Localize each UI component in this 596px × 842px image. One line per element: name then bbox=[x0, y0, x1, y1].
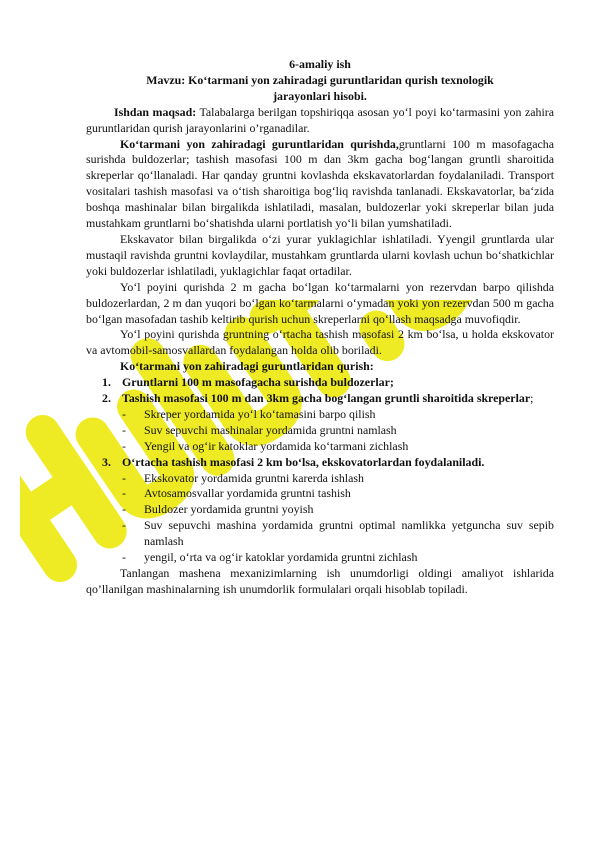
goal-text: Talabalarga berilgan topshiriqqa asosan yo‘l poyi ko‘tarmasini yon zahira guruntlaridan qurish jarayonlarini o’rganadilar. bbox=[86, 104, 554, 135]
list-item-3-text: O‘rtacha tashish masofasi 2 km bo‘lsa, ekskovatorlardan foydalaniladi. bbox=[122, 454, 485, 469]
sub-list-3-item-text: Buldozer yordamida gruntni yoyish bbox=[144, 502, 314, 517]
dash-marker: - bbox=[122, 438, 126, 453]
sub-list-3-item-text: Avtosamosvallar yordamida gruntni tashish bbox=[144, 486, 351, 501]
dash-marker: - bbox=[122, 518, 126, 533]
sub-list-2-item bbox=[86, 407, 554, 423]
list-item-3 bbox=[86, 455, 554, 471]
paragraph-2: Ekskavator bilan birgalikda o‘zi yurar yuklagichlar ishlatiladi. Yyengil gruntlarda ular mustaqil ravishda gruntni kovlaydilar, mustahkam gruntlarda ularni kovlash uchun bo‘shatkichlar yoki buldozerlar ishlatiladi, yuklagichlar faqat ortadilar. bbox=[86, 231, 554, 278]
document-body bbox=[86, 57, 554, 598]
sub-list-3-item bbox=[86, 518, 554, 550]
sub-list-2-item-text: Skreper yordamida yo‘l ko‘tamasini barpo qilish bbox=[144, 406, 376, 421]
sub-list-3 bbox=[86, 471, 554, 566]
doc-title: 6-amaliy ish bbox=[289, 57, 351, 71]
sub-list-3-item bbox=[86, 471, 554, 487]
paragraph-1-lead: Ko‘tarmani yon zahiradagi guruntlaridan qurishda, bbox=[120, 136, 399, 151]
sub-list-2-item bbox=[86, 439, 554, 455]
list-item-2-tail: ; bbox=[530, 391, 534, 406]
sub-list-3-item-text: yengil, o‘rta va og‘ir katoklar yordamida gruntni zichlash bbox=[144, 550, 418, 565]
paragraph-3: Yo‘l poyini qurishda 2 m gacha bo‘lgan ko‘tarmalarni yon rezervdan barpo qilishda buldozerlardan, 2 m dan yuqori bo‘lgan ko‘tarmalarni o‘ymadan yoki yon rezervdan 500 m gacha bo‘lgan masofadan tashib keltirib qurish uchun skreperlarni qo‘llash maqsadga muvofiqdir. bbox=[86, 279, 554, 326]
dash-marker: - bbox=[122, 406, 126, 421]
list-heading: Ko‘tarmani yon zahiradagi guruntlaridan qurish: bbox=[120, 359, 374, 374]
doc-topic: Mavzu: Ko‘tarmani yon zahiradagi guruntlaridan qurish texnologik jarayonlari hisobi. bbox=[146, 72, 494, 103]
sub-list-3-item bbox=[86, 486, 554, 502]
goal-label: Ishdan maqsad: bbox=[114, 104, 197, 119]
list-item-1-text: Gruntlarni 100 m masofagacha surishda buldozerlar; bbox=[122, 375, 394, 390]
paragraph-4: Yo‘l poyini qurishda gruntning o‘rtacha tashish masofasi 2 km bo‘lsa, u holda ekskovator va avtomobil-samosvallardan foydalangan holda olib boriladi. bbox=[86, 327, 554, 358]
list-item-2-number: 2. bbox=[102, 391, 111, 406]
dash-marker: - bbox=[122, 502, 126, 517]
dash-marker: - bbox=[122, 422, 126, 437]
dash-marker: - bbox=[122, 486, 126, 501]
dash-marker: - bbox=[122, 550, 126, 565]
numbered-list bbox=[86, 375, 554, 407]
numbered-list-cont bbox=[86, 455, 554, 471]
list-item-1-number: 1. bbox=[102, 375, 111, 390]
sub-list-2 bbox=[86, 407, 554, 455]
list-item-2-text: Tashish masofasi 100 m dan 3km gacha bog‘langan gruntli sharoitida skreperlar bbox=[122, 391, 531, 406]
paragraph-1-text: gruntlarni 100 m masofagacha surishda buldozerlar; tashish masofasi 100 m dan 3km gacha bog‘langan gruntli sharoitida skreperlar qo‘llanaladi. Har qanday gruntni kovlashda ekskavatorlardan foydalaniladi. Transport vositalari tashish masofasi va o‘tish sharoitiga bog‘liq ravishda tanlanadi. Ekskavatorlar, ba‘zida boshqa mashinalar bilan birgalikda ishlatiladi, masalan, buldozerlar yoki skreperlar bilan juda mustahkam gruntlarni bo‘shatishda ularni portlatish yo‘li bilan yumshatiladi. bbox=[86, 136, 554, 231]
sub-list-3-item-text: Suv sepuvchi mashina yordamida gruntni optimal namlikka yetguncha suv sepib namlash bbox=[144, 518, 554, 549]
goal-paragraph bbox=[86, 105, 554, 137]
paragraph-1 bbox=[86, 137, 554, 232]
sub-list-3-item bbox=[86, 550, 554, 566]
closing-paragraph: Tanlangan mashena mexanizimlarning ish unumdorligi oldingi amaliyot ishlarida qo’llanilgan mashinalarning ish unumdorlik formulalari orqali hisoblab topiladi. bbox=[86, 566, 554, 596]
list-item-3-number: 3. bbox=[102, 454, 111, 469]
list-item-1 bbox=[86, 375, 554, 391]
dash-marker: - bbox=[122, 470, 126, 485]
sub-list-2-item-text: Suv sepuvchi mashinalar yordamida gruntni namlash bbox=[144, 422, 397, 437]
sub-list-3-item-text: Ekskovator yordamida gruntni karerda ishlash bbox=[144, 470, 364, 485]
sub-list-3-item bbox=[86, 502, 554, 518]
sub-list-2-item-text: Yengil va og‘ir katoklar yordamida ko‘tarmani zichlash bbox=[144, 438, 409, 453]
sub-list-2-item bbox=[86, 423, 554, 439]
list-item-2 bbox=[86, 391, 554, 407]
